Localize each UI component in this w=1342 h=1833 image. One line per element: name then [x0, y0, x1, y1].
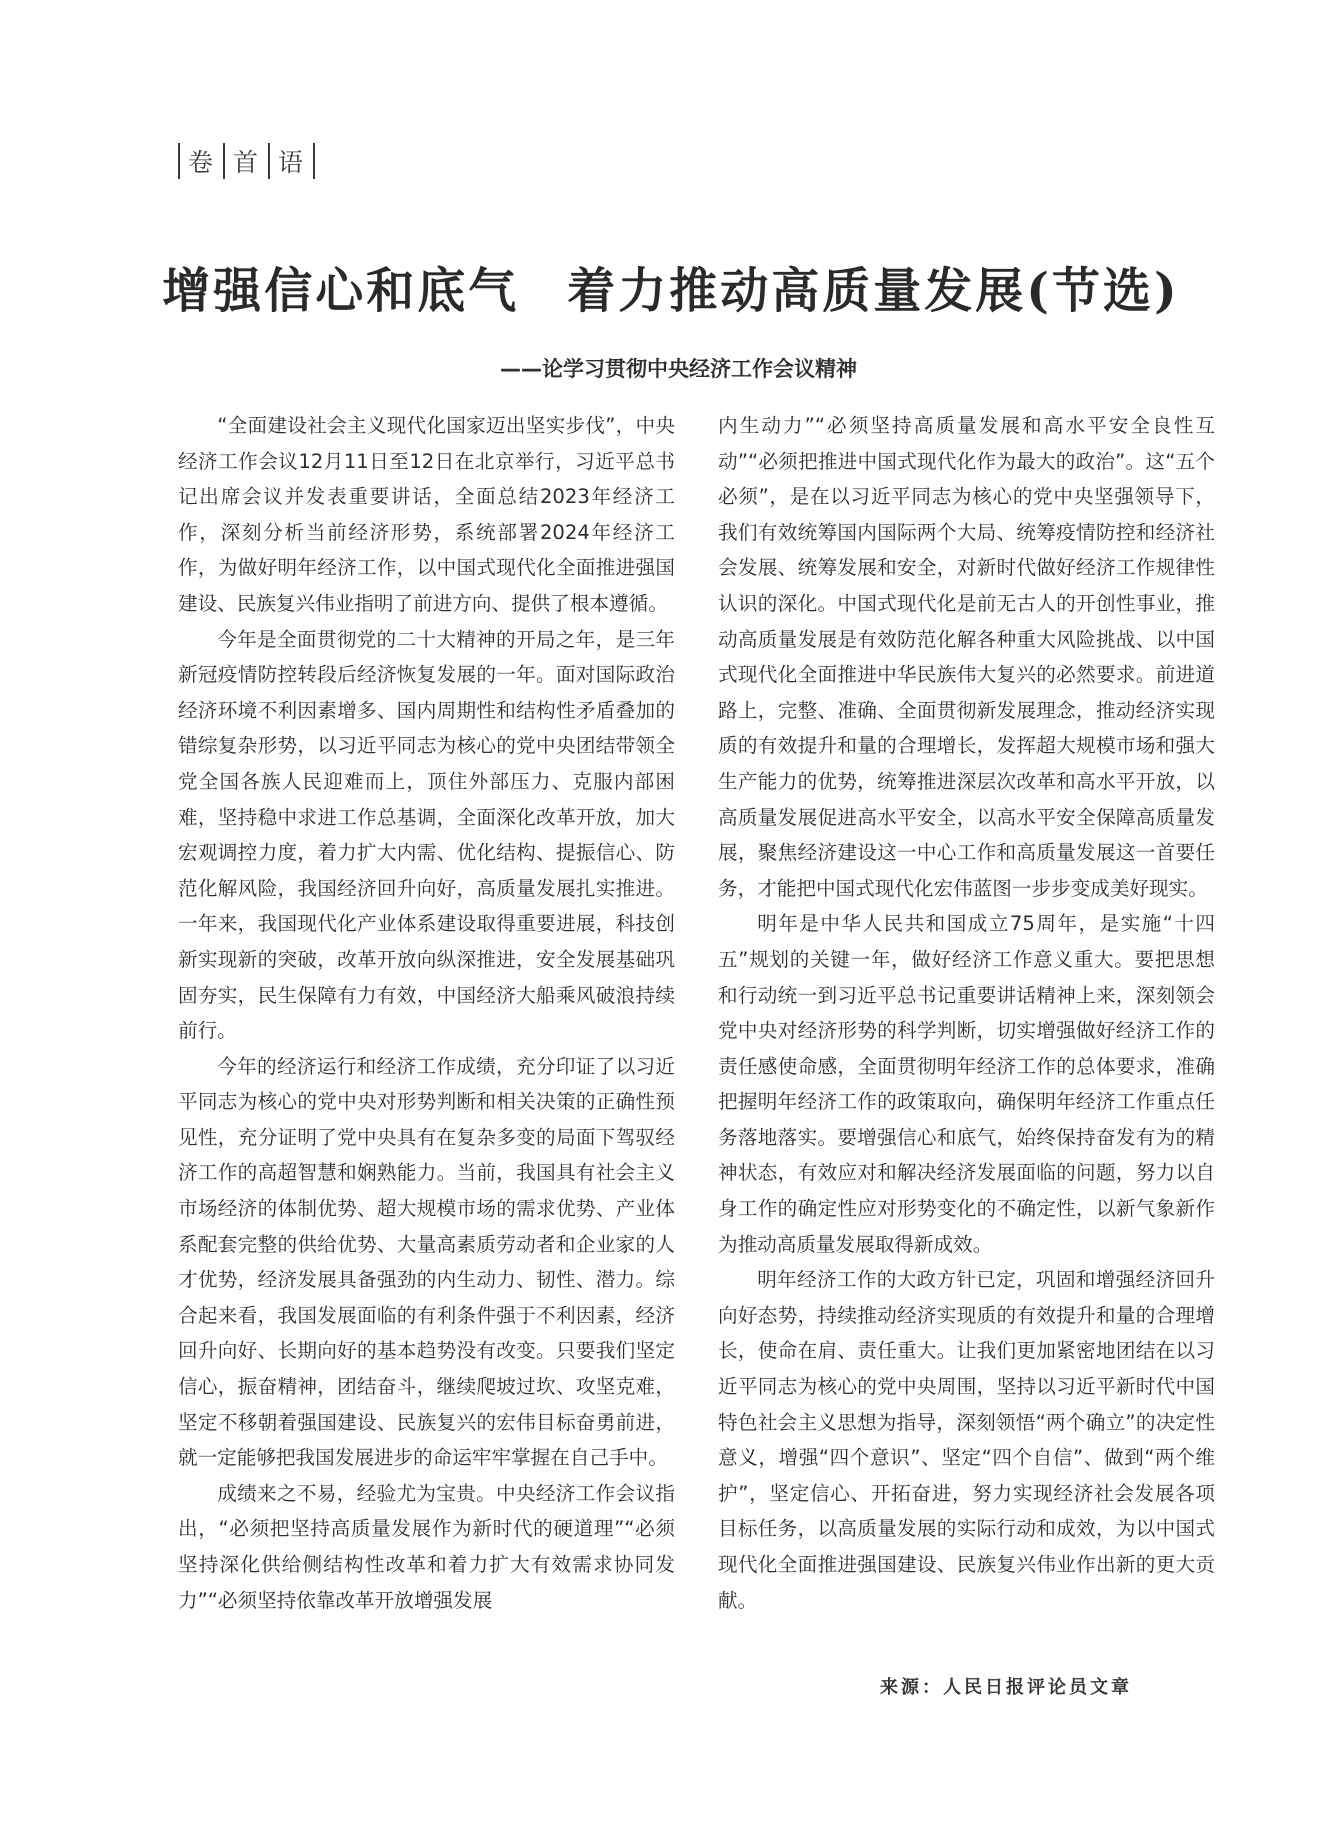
left-column [178, 408, 675, 1618]
right-column [718, 408, 1215, 1618]
body-paragraph: 明年经济工作的大政方针已定，巩固和增强经济回升向好态势，持续推动经济实现质的有效提升和量的合理增长，使命在肩、责任重大。让我们更加紧密地团结在以习近平同志为核心的党中央周围，坚持以习近平新时代中国特色社会主义思想为指导，深刻领悟“两个确立”的决定性意义，增强“四个意识”、坚定“四个自信”、做到“两个维护”，坚定信心、开拓奋进，努力实现经济社会发展各项目标任务，以高质量发展的实际行动和成效，为以中国式现代化全面推进强国建设、民族复兴伟业作出新的更大贡献。 [718, 1268, 1215, 1612]
section-char: 语 [278, 148, 306, 177]
section-char: 卷 [188, 148, 216, 177]
body-paragraph: “全面建设社会主义现代化国家迈出坚实步伐”，中央经济工作会议12月11日至12日在北京举行，习近平总书记出席会议并发表重要讲话，全面总结2023年经济工作，深刻分析当前经济形势，系统部署2024年经济工作，为做好明年经济工作，以中国式现代化全面推进强国建设、民族复兴伟业指明了前进方向、提供了根本遵循。 [178, 414, 675, 615]
body-paragraph: 今年的经济运行和经济工作成绩，充分印证了以习近平同志为核心的党中央对形势判断和相关决策的正确性预见性，充分证明了党中央具有在复杂多变的局面下驾驭经济工作的高超智慧和娴熟能力。当前，我国具有社会主义市场经济的体制优势、超大规模市场的需求优势、产业体系配套完整的供给优势、大量高素质劳动者和企业家的人才优势，经济发展具备强劲的内生动力、韧性、潜力。综合起来看，我国发展面临的有利条件强于不利因素，经济回升向好、长期向好的基本趋势没有改变。只要我们坚定信心，振奋精神，团结奋斗，继续爬坡过坎、攻坚克难，坚定不移朝着强国建设、民族复兴的宏伟目标奋勇前进，就一定能够把我国发展进步的命运牢牢掌握在自己手中。 [178, 1054, 675, 1470]
article-source: 来源：人民日报评论员文章 [880, 1677, 1132, 1698]
title-part-1: 增强信心和底气 [162, 263, 520, 319]
body-paragraph: 成绩来之不易，经验尤为宝贵。中央经济工作会议指出，“必须把坚持高质量发展作为新时代的硬道理”“必须坚持深化供给侧结构性改革和着力扩大有效需求协同发力”“必须坚持依靠改革开放增强发展 [178, 1481, 675, 1612]
header-divider [313, 143, 315, 179]
section-header [178, 143, 315, 179]
article-subtitle: ——论学习贯彻中央经济工作会议精神 [500, 357, 857, 381]
body-paragraph: 明年是中华人民共和国成立75周年，是实施“十四五”规划的关键一年，做好经济工作意义重大。要把思想和行动统一到习近平总书记重要讲话精神上来，深刻领会党中央对经济形势的科学判断，切实增强做好经济工作的责任感使命感，全面贯彻明年经济工作的总体要求，准确把握明年经济工作的政策取向，确保明年经济工作重点任务落地落实。要增强信心和底气，始终保持奋发有为的精神状态，有效应对和解决经济发展面临的问题，努力以自身工作的确定性应对形势变化的不确定性，以新气象新作为推动高质量发展取得新成效。 [718, 912, 1215, 1256]
article-title [150, 252, 1192, 321]
section-char: 首 [233, 148, 261, 177]
title-part-2: 着力推动高质量发展(节选) [567, 263, 1180, 319]
body-paragraph: 内生动力”“必须坚持高质量发展和高水平安全良性互动”“必须把推进中国式现代化作为最大的政治”。这“五个必须”，是在以习近平同志为核心的党中央坚强领导下，我们有效统筹国内国际两个大局、统筹疫情防控和经济社会发展、统筹发展和安全，对新时代做好经济工作规律性认识的深化。中国式现代化是前无古人的开创性事业，推动高质量发展是有效防范化解各种重大风险挑战、以中国式现代化全面推进中华民族伟大复兴的必然要求。前进道路上，完整、准确、全面贯彻新发展理念，推动经济实现质的有效提升和量的合理增长，发挥超大规模市场和强大生产能力的优势，统筹推进深层次改革和高水平开放，以高质量发展促进高水平安全，以高水平安全保障高质量发展，聚焦经济建设这一中心工作和高质量发展这一首要任务，才能把中国式现代化宏伟蓝图一步步变成美好现实。 [718, 414, 1215, 900]
body-paragraph: 今年是全面贯彻党的二十大精神的开局之年，是三年新冠疫情防控转段后经济恢复发展的一年。面对国际政治经济环境不利因素增多、国内周期性和结构性矛盾叠加的错综复杂形势，以习近平同志为核心的党中央团结带领全党全国各族人民迎难而上，顶住外部压力、克服内部困难，坚持稳中求进工作总基调，全面深化改革开放，加大宏观调控力度，着力扩大内需、优化结构、提振信心、防范化解风险，我国经济回升向好，高质量发展扎实推进。一年来，我国现代化产业体系建设取得重要进展，科技创新实现新的突破，改革开放向纵深推进，安全发展基础巩固夯实，民生保障有力有效，中国经济大船乘风破浪持续前行。 [178, 627, 675, 1043]
